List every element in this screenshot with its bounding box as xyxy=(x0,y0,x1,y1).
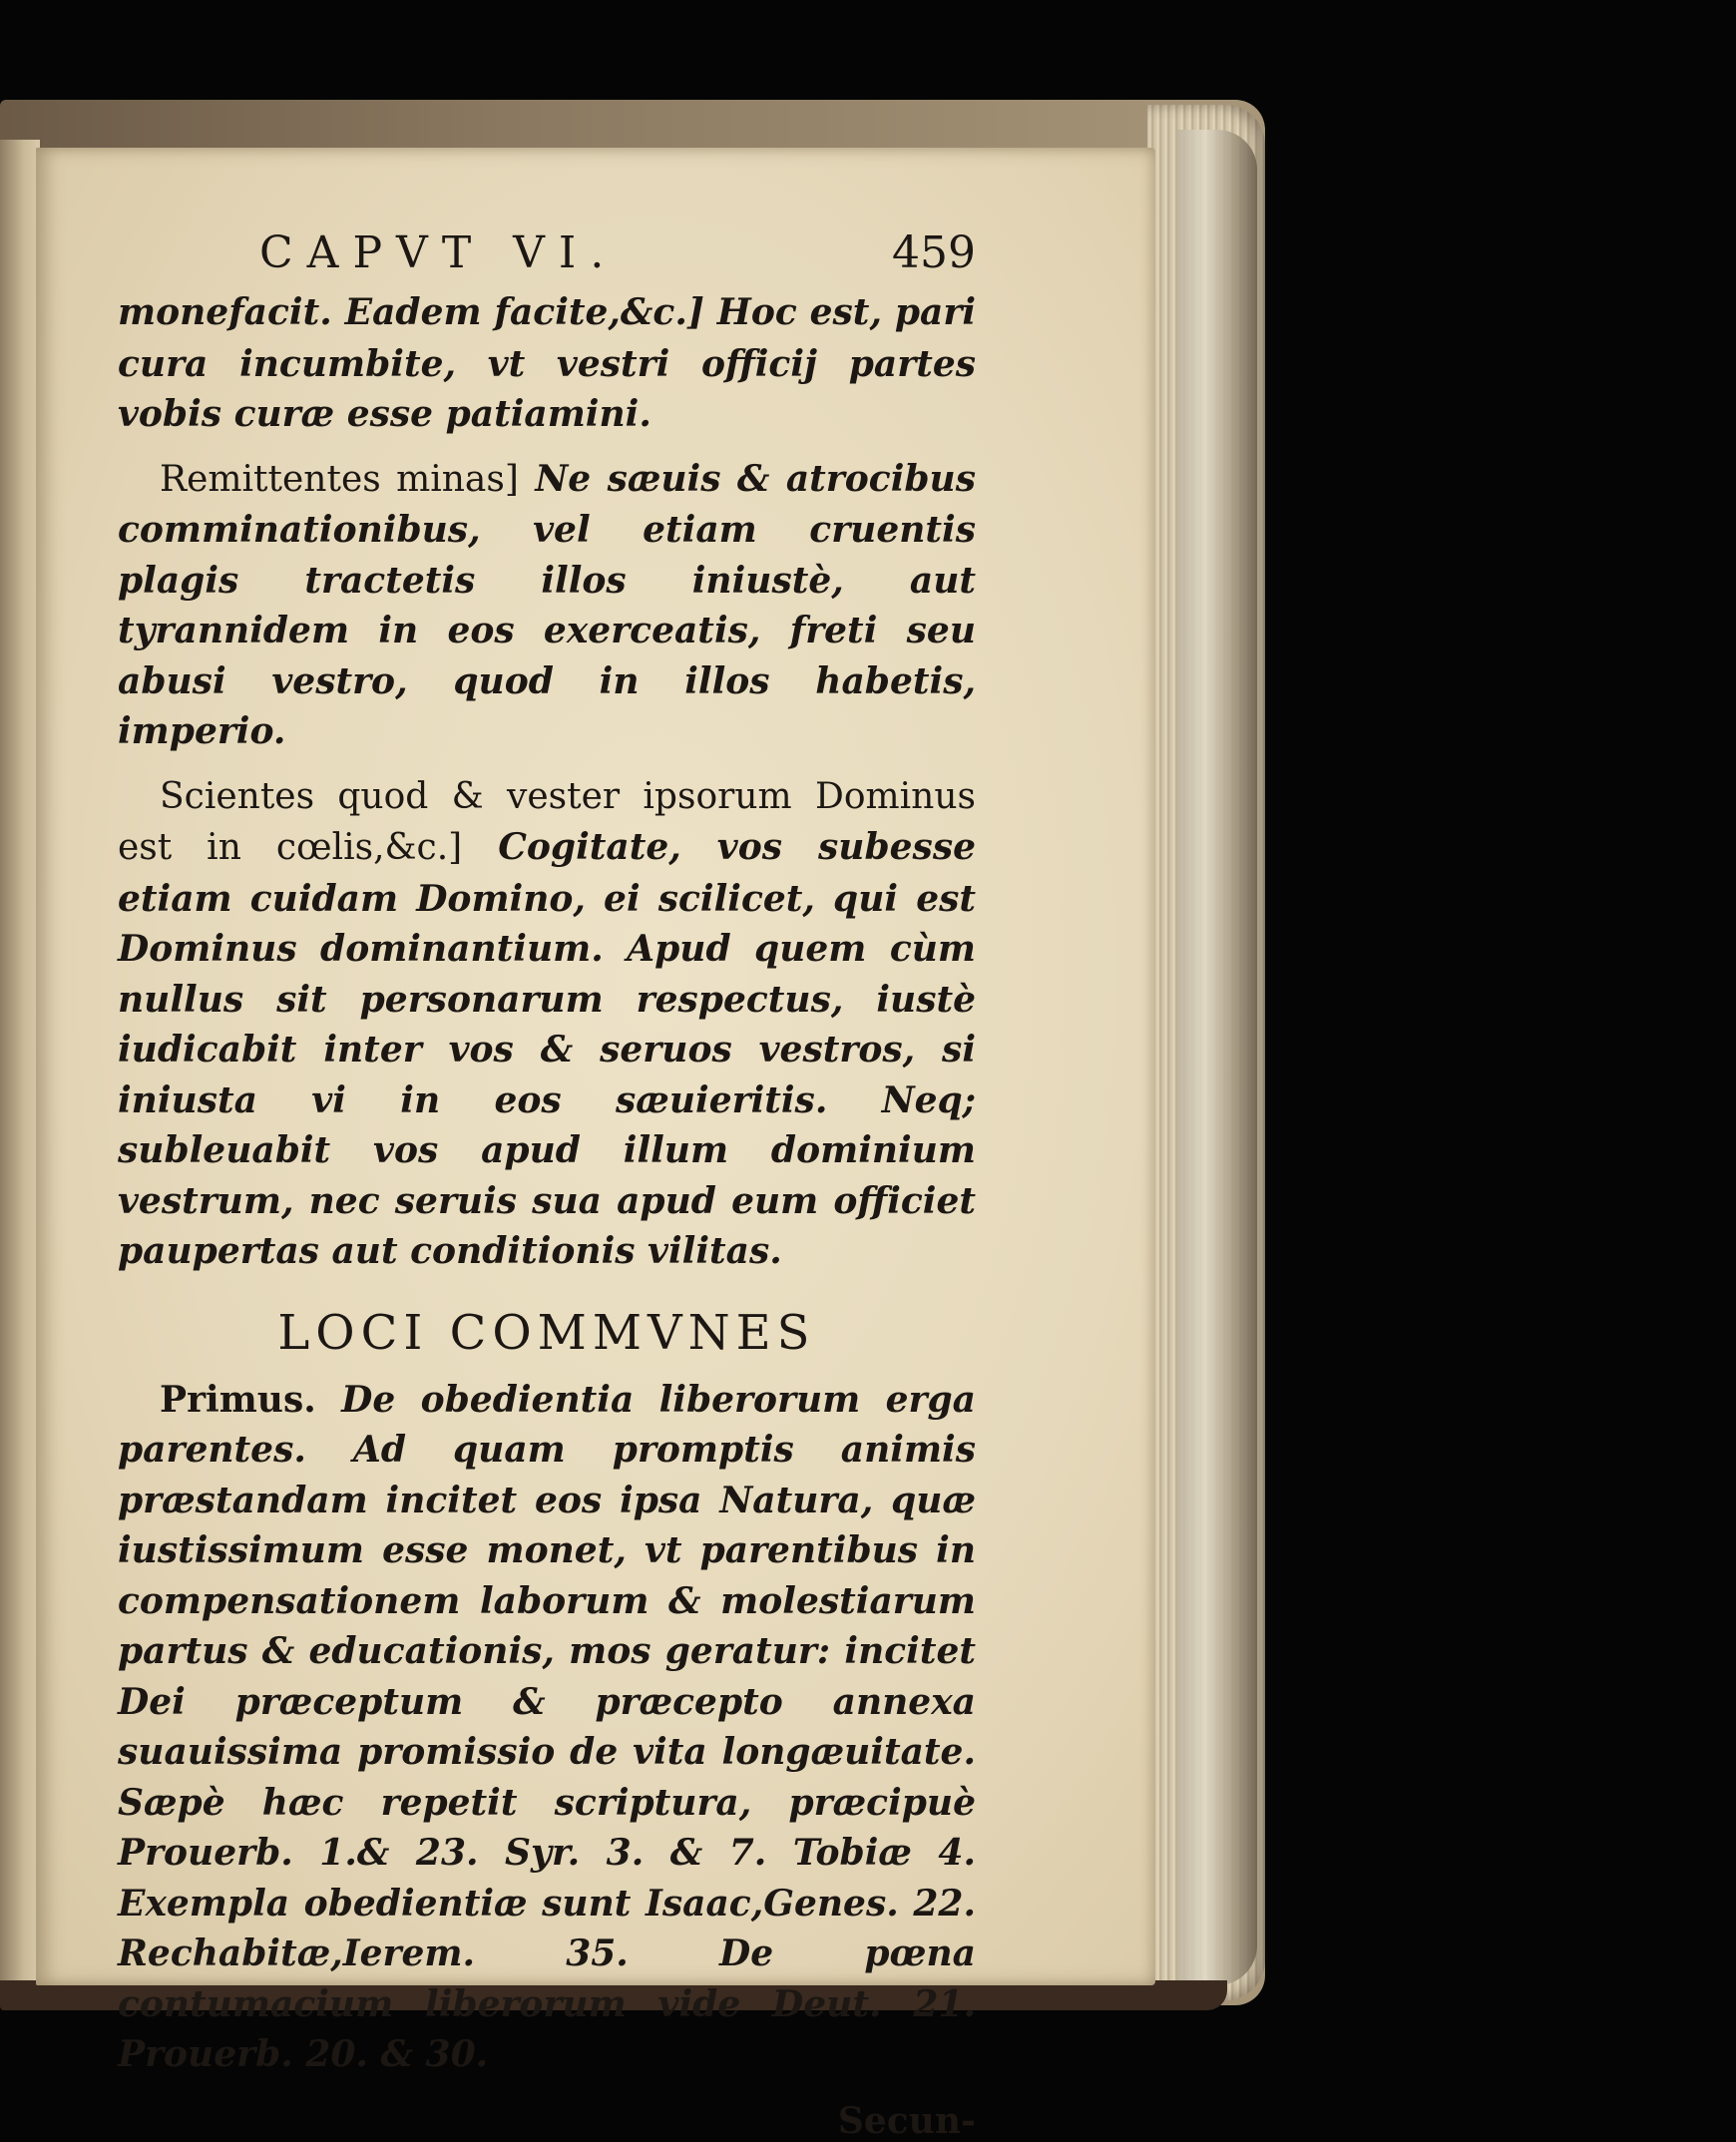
paragraph-continuation xyxy=(118,287,976,440)
page-number: 459 xyxy=(892,227,976,278)
paragraph-commentary: Ne sæuis & atrocibus comminationibus, vel etiam cruentis plagis tractetis illos iniustè, aut tyrannidem in eos exerceatis, freti seu abusi vestro, quod in illos habetis, imperio. xyxy=(118,457,976,752)
section-heading: LOCI COMMVNES xyxy=(277,1304,816,1361)
chapter-title: CAPVT VI. xyxy=(259,227,619,278)
catchword: Secun- xyxy=(837,2099,976,2142)
paragraph-commentary: Cogitate, vos subesse etiam cuidam Domino, ei scilicet, qui est Dominus dominantium. Apud quem cùm nullus sit personarum respectus, iustè iudicabit inter vos & seruos vestros, si iniusta vi in eos sæuieritis. Neq; subleuabit vos apud illum dominium vestrum, nec seruis sua apud eum officiet paupertas aut conditionis vilitas. xyxy=(118,826,976,1272)
primus-text: De obedientia liberorum erga parentes. Ad quam promptis animis præstandam incitet eos ipsa Natura, quæ iustissimum esse monet, vt parentibus in compensationem laborum & molestiarum partus & educationis, mos geratur: incitet Dei præceptum & præcepto annexa suauissima promissio de vita longæuitate. Sæpè hæc repetit scriptura, præcipuè Prouerb. 1.& 23. Syr. 3. & 7. Tobiæ 4. Exempla obedientiæ sunt Isaac,Genes. 22. Rechabitæ,Ierem. 35. De pœna contumacium liberorum vide Deut. 21. Prouerb. 20. & 30. xyxy=(118,1378,976,2075)
paragraph-lemma: Remittentes minas] xyxy=(160,458,519,500)
facing-page-edge xyxy=(0,140,40,1995)
paragraph-scientes xyxy=(118,771,976,1277)
paragraph-remittentes xyxy=(118,454,976,757)
paragraph-commentary: monefacit. Eadem facite,&c.] Hoc est, pari cura incumbite, vt vestri officij partes vobis curæ esse patiamini. xyxy=(118,291,976,435)
paragraph-primus xyxy=(118,1375,976,2080)
page-text-block xyxy=(118,227,976,2142)
paragraph-lemma: Scientes quod & vester ipsorum Dominus est in cœlis,&c.] xyxy=(118,775,976,868)
running-head xyxy=(118,227,976,287)
book-page xyxy=(36,148,1155,2142)
primus-lead: Primus. xyxy=(160,1378,316,1421)
binding-edge xyxy=(1177,130,1257,1985)
